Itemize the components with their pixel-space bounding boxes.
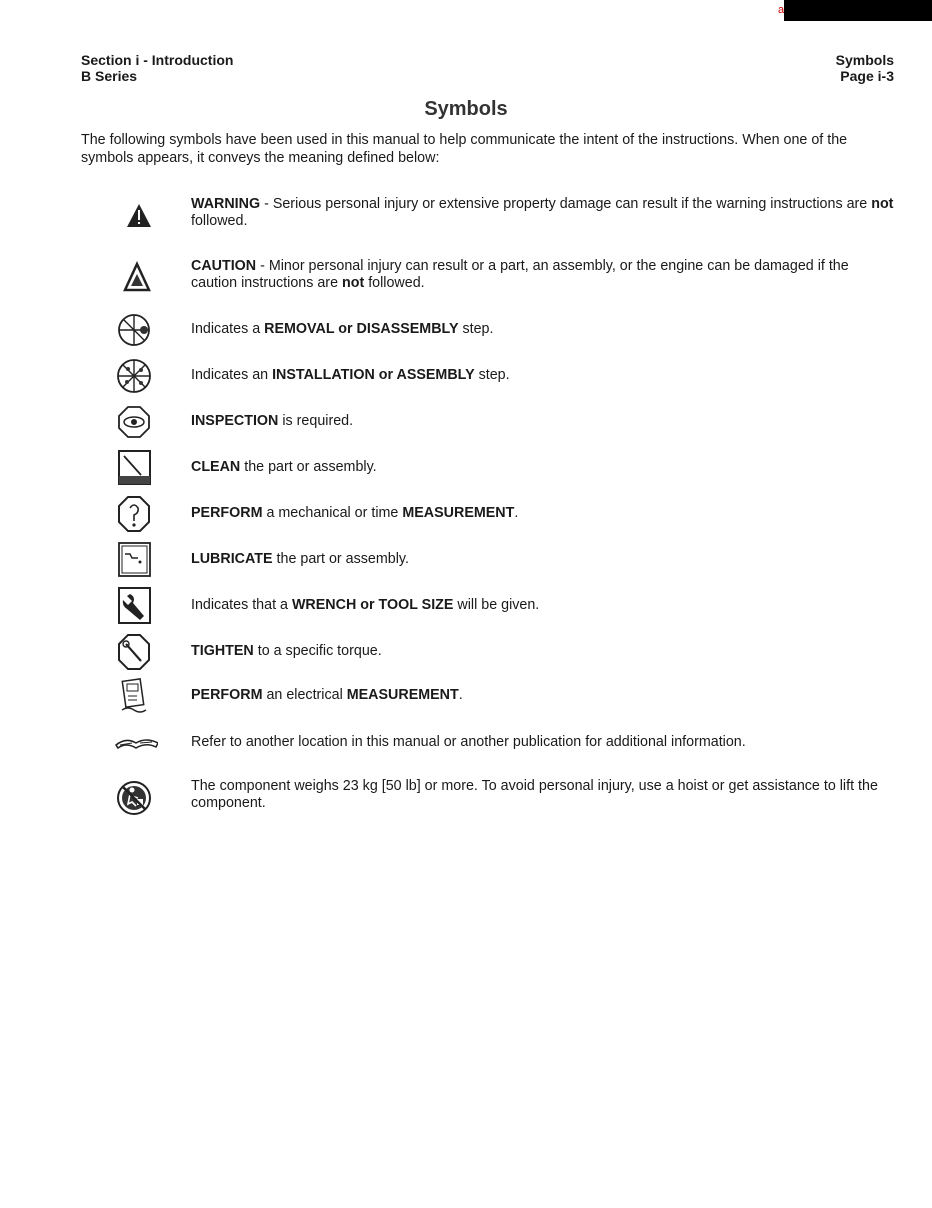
- symbol-text: Indicates a REMOVAL or DISASSEMBLY step.: [191, 321, 494, 337]
- header-left: [81, 52, 233, 84]
- symbol-text: INSPECTION is required.: [191, 413, 354, 429]
- torque-icon: [110, 632, 158, 672]
- symbol-text: LUBRICATE the part or assembly.: [191, 551, 409, 567]
- lubricate-icon: [110, 540, 158, 580]
- electrical-icon: [110, 676, 158, 716]
- symbol-row-warning: [110, 196, 896, 236]
- symbol-row-lubricate: [110, 540, 896, 580]
- corner-mark: a: [778, 4, 785, 16]
- header-right: [836, 52, 894, 84]
- symbol-text: Indicates that a WRENCH or TOOL SIZE will be given.: [191, 597, 540, 613]
- removal-icon: [110, 310, 158, 350]
- symbol-text: PERFORM an electrical MEASUREMENT.: [191, 687, 463, 703]
- topic-label: Symbols: [835, 52, 894, 68]
- inspection-icon: [110, 402, 158, 442]
- symbol-row-electrical: [110, 676, 896, 716]
- warning-icon: [110, 196, 158, 236]
- symbol-row-measurement: [110, 494, 896, 534]
- symbol-row-inspection: [110, 402, 896, 442]
- section-title: Section i - Introduction: [81, 52, 234, 68]
- reference-book-icon: [110, 723, 158, 763]
- wrench-icon: [110, 586, 158, 626]
- symbol-row-heavy-lift: [110, 778, 896, 818]
- measurement-icon: [110, 494, 158, 534]
- symbol-row-removal: [110, 310, 896, 350]
- symbol-row-reference: [110, 723, 896, 763]
- symbol-text: CLEAN the part or assembly.: [191, 459, 377, 475]
- symbol-text: Refer to another location in this manual or another publication for additional information.: [191, 734, 746, 750]
- symbol-row-torque: [110, 632, 896, 672]
- series-label: B Series: [81, 68, 138, 84]
- symbol-row-clean: [110, 448, 896, 488]
- symbol-text: CAUTION - Minor personal injury can result or a part, an assembly, or the engine can be damaged if the caution instructions are not followed.: [191, 258, 849, 291]
- clean-icon: [110, 448, 158, 488]
- symbol-row-wrench: [110, 586, 896, 626]
- symbol-text: Indicates an INSTALLATION or ASSEMBLY step.: [191, 367, 510, 383]
- symbol-text: PERFORM a mechanical or time MEASUREMENT.: [191, 505, 519, 521]
- intro-paragraph: The following symbols have been used in this manual to help communicate the intent of the instructions. When one of the symbols appears, it conveys the meaning defined below:: [81, 132, 848, 166]
- symbol-text: WARNING - Serious personal injury or extensive property damage can result if the warning instructions are not followed.: [191, 196, 894, 229]
- redaction-bar: [784, 0, 932, 21]
- installation-icon: [110, 356, 158, 396]
- page-number: Page i-3: [840, 68, 894, 84]
- symbol-row-installation: [110, 356, 896, 396]
- symbol-row-caution: [110, 258, 896, 298]
- symbol-text: TIGHTEN to a specific torque.: [191, 643, 382, 659]
- symbol-text: The component weighs 23 kg [50 lb] or more. To avoid personal injury, use a hoist or get assistance to lift the component.: [191, 778, 878, 811]
- heavy-lift-icon: [110, 778, 158, 818]
- page-title: Symbols: [424, 98, 508, 120]
- caution-icon: [110, 258, 158, 298]
